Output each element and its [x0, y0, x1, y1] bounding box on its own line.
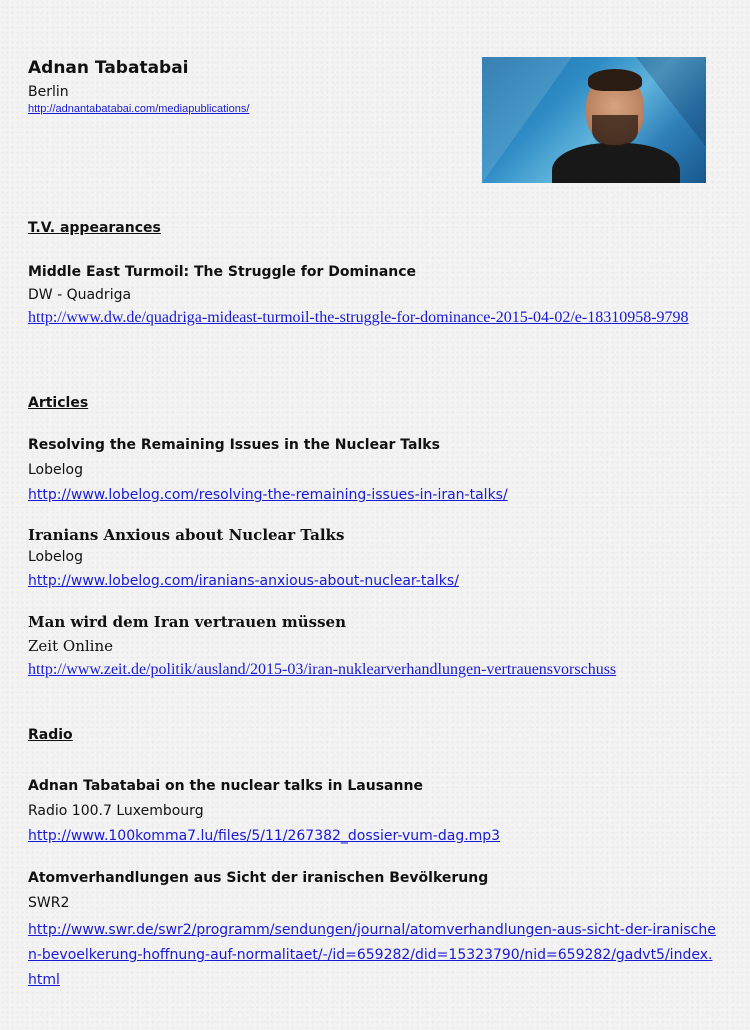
tv-item-link[interactable]: http://www.dw.de/quadriga-mideast-turmoil-the-struggle-for-dominance-2015-04-02/e-18310958-9798 [28, 309, 689, 326]
radio-1-title: Adnan Tabatabai on the nuclear talks in Lausanne [28, 778, 423, 794]
article-1-title: Resolving the Remaining Issues in the Nuclear Talks [28, 437, 440, 453]
author-city: Berlin [28, 84, 69, 100]
article-3-title: Man wird dem Iran vertrauen müssen [28, 613, 346, 631]
article-2-title: Iranians Anxious about Nuclear Talks [28, 526, 345, 544]
article-1-source: Lobelog [28, 462, 83, 478]
articles-heading: Articles [28, 395, 89, 411]
article-1-link[interactable]: http://www.lobelog.com/resolving-the-remaining-issues-in-iran-talks/ [28, 487, 508, 503]
author-homepage-link[interactable]: http://adnantabatabai.com/mediapublications/ [28, 103, 250, 115]
radio-2-source: SWR2 [28, 895, 70, 911]
author-photo [482, 57, 706, 183]
article-3-source: Zeit Online [28, 637, 113, 655]
article-3-link[interactable]: http://www.zeit.de/politik/ausland/2015-03/iran-nuklearverhandlungen-vertrauensvorschuss [28, 661, 617, 678]
radio-1-link[interactable]: http://www.100komma7.lu/files/5/11/267382_dossier-vum-dag.mp3 [28, 828, 501, 844]
article-2-link[interactable]: http://www.lobelog.com/iranians-anxious-about-nuclear-talks/ [28, 573, 459, 589]
author-name: Adnan Tabatabai [28, 58, 189, 78]
radio-heading: Radio [28, 727, 73, 743]
tv-item-source: DW - Quadriga [28, 287, 132, 303]
radio-1-source: Radio 100.7 Luxembourg [28, 803, 204, 819]
radio-2-title: Atomverhandlungen aus Sicht der iranischen Bevölkerung [28, 870, 489, 886]
article-2-source: Lobelog [28, 549, 83, 565]
tv-item-title: Middle East Turmoil: The Struggle for Dominance [28, 264, 417, 280]
radio-2-link[interactable]: http://www.swr.de/swr2/programm/sendungen/journal/atomverhandlungen-aus-sicht-der-iranischen-bevoelkerung-hoffnung-auf-normalitaet/-/id=659282/did=15323790/nid=659282/gadvt5/index.html [28, 922, 716, 988]
tv-heading: T.V. appearances [28, 220, 161, 236]
